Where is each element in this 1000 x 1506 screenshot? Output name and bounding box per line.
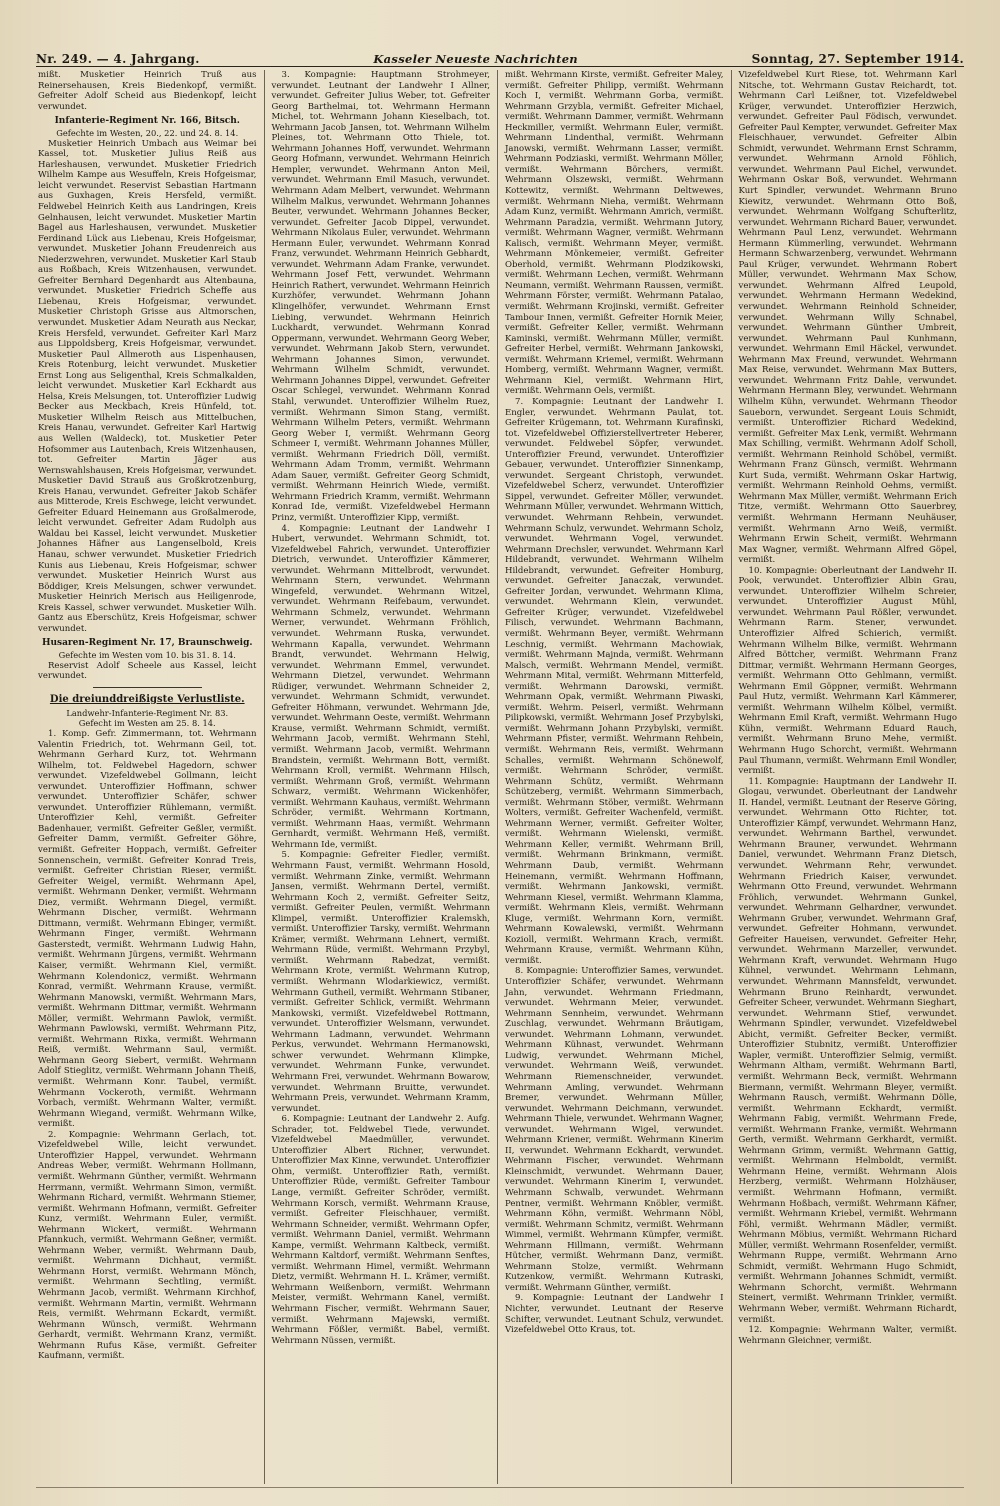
regiment-heading: Landwehr-Infanterie-Regiment Nr. 83. <box>66 707 229 718</box>
article-paragraph: 4. Kompagnie: Leutnant der Landwehr I Hubert, verwundet. Wehrmann Schmidt, tot. Vizefeldwebel Fahrich, verwundet. Unteroffizier Dietrich, verwundet. Unteroffizier Kämmerer, verwundet. Wehrmann Mittelbrodt, verwundet. Wehrmann Stern, verwundet. Wehrmann Wingefeld, verwundet. Wehrmann Witzel, verwundet. Wehrmann Reifebaum, verwundet. Wehrmann Schmelz, verwundet. Wehrmann Werner, verwundet. Wehrmann Fröhlich, verwundet. Wehrmann Ruska, verwundet. Wehrmann Kapalla, verwundet. Wehrmann Brandt, verwundet. Wehrmann Helwig, verwundet. Wehrmann Emmel, verwundet. Wehrmann Dietzel, verwundet. Wehrmann Rüdiger, verwundet. Wehrmann Schneider 2, verwundet. Wehrmann Schmidt, verwundet. Gefreiter Höhmann, verwundet. Wehrmann Jde, verwundet. Wehrmann Oeste, vermißt. Wehrmann Krause, vermißt. Wehrmann Schmidt, vermißt. Wehrmann Jacob, vermißt. Wehrmann Stehl, vermißt. Wehrmann Jacob, vermißt. Wehrmann Brandstein, vermißt. Wehrmann Bott, vermißt. Wehrmann Kroll, vermißt. Wehrmann Hilsch, vermißt. Wehrmann Groß, vermißt. Wehrmann Schwarz, vermißt. Wehrmann Wickenhöfer, vermißt. Wehrmann Kauhaus, vermißt. Wehrmann Schröder, vermißt. Wehrmann Kortmann, vermißt. Wehrmann Haas, vermißt. Wehrmann Gernhardt, vermißt. Wehrmann Heß, vermißt. Wehrmann Ide, vermißt. <box>271 523 490 850</box>
article-paragraph: 7. Kompagnie: Leutnant der Landwehr I. Engler, verwundet. Wehrmann Paulat, tot. Gefreiter Krügemann, tot. Wehrmann Kurafinski, tot. Vizefeldwebel Offizierstellvertreter Heberer, verwundet. Feldwebel Söpfer, verwundet. Unteroffizier Freund, verwundet. Unteroffizier Gebauer, verwundet. Unteroffizier Sinnenkamp, verwundet. Sergeant Christoph, verwundet. Vizefeldwebel Scherz, verwundet. Unteroffizier Sippel, verwundet. Gefreiter Möller, verwundet. Wehrmann Müller, verwundet. Wehrmann Wittich, verwundet. Wehrmann Rehbein, verwundet. Wehrmann Schulz, verwundet. Wehrmann Scholz, verwundet. Wehrmann Vogel, verwundet. Wehrmann Drechsler, verwundet. Wehrmann Karl Hildebrandt, verwundet. Wehrmann Wilhelm Hildebrandt, verwundet. Gefreiter Homburg, verwundet. Gefreiter Janaczak, verwundet. Gefreiter Jordan, verwundet. Wehrmann Klima, verwundet. Wehrmann Klein, verwundet. Gefreiter Krüger, verwundet. Vizefeldwebel Filisch, verwundet. Wehrmann Bachmann, vermißt. Wehrmann Beyer, vermißt. Wehrmann Leschnig, vermißt. Wehrmann Machowiak, vermißt. Wehrmann Majnda, vermißt. Wehrmann Malsch, vermißt. Wehrmann Mendel, vermißt. Wehrmann Mital, vermißt. Wehrmann Mitterfeld, vermißt. Wehrmann Darowski, vermißt. Wehrmann Opak, vermißt. Wehrmann Piwaski, vermißt. Wehrm. Peiserl, vermißt. Wehrmann Pilipkowski, vermißt. Wehrmann Josef Przybylski, vermißt. Wehrmann Johann Przybylski, vermißt. Wehrmann Pfister, vermißt. Wehrmann Rehbein, vermißt. Wehrmann Reis, vermißt. Wehrmann Schalles, vermißt. Wehrmann Schönewolf, vermißt. Wehrmann Schröder, vermißt. Wehrmann Schütz, vermißt. Wehrmann Schützeberg, vermißt. Wehrmann Simmerbach, vermißt. Wehrmann Stöber, vermißt. Wehrmann Wolters, vermißt. Gefreiter Wachenfeld, vermißt. Wehrmann Werner, vermißt. Gefreiter Wolter, vermißt. Wehrmann Wielenski, vermißt. Wehrmann Keller, vermißt. Wehrmann Brill, vermißt. Wehrmann Brinkmann, vermißt. Wehrmann Daub, vermißt. Wehrmann Heinemann, vermißt. Wehrmann Hoffmann, vermißt. Wehrmann Jankowski, vermißt. Wehrmann Kiesel, vermißt. Wehrmann Klamma, vermißt. Wehrmann Kleis, vermißt. Wehrmann Kluge, vermißt. Wehrmann Korn, vermißt. Wehrmann Kowalewski, vermißt. Wehrmann Kozioll, vermißt. Wehrmann Krach, vermißt. Wehrmann Krause, vermißt. Wehrmann Kühn, vermißt. <box>505 396 724 966</box>
list-title: Die dreiunddreißigste Verlustliste. <box>49 693 245 705</box>
newspaper-title: Kasseler Neueste Nachrichten <box>373 52 578 66</box>
masthead <box>36 44 964 67</box>
article-paragraph: 2. Kompagnie: Wehrmann Gerlach, tot. Vizefeldwebel Wille, leicht verwundet. Unteroffizier Happel, verwundet. Wehrmann Andreas Weber, vermißt. Wehrmann Hollmann, vermißt. Wehrmann Günther, vermißt. Wehrmann Herrmann, vermißt. Wehrmann Simon, vermißt. Wehrmann Richard, vermißt. Wehrmann Stiemer, vermißt. Wehrmann Hofmann, vermißt. Gefreiter Kunz, vermißt. Wehrmann Euler, vermißt. Wehrmann Wickert, vermißt. Wehrmann Pfannkuch, vermißt. Wehrmann Geßner, vermißt. Wehrmann Weber, vermißt. Wehrmann Daub, vermißt. Wehrmann Dichhaut, vermißt. Wehrmann Horst, vermißt. Wehrmann Mönch, vermißt. Wehrmann Sechtling, vermißt. Wehrmann Jacob, vermißt. Wehrmann Kirchhof, vermißt. Wehrmann Martin, vermißt. Wehrmann Reis, vermißt. Wehrmann Eckardt, vermißt. Wehrmann Wünsch, vermißt. Wehrmann Gerhardt, vermißt. Wehrmann Kranz, vermißt. Wehrmann Rufus Käse, vermißt. Gefreiter Kaufmann, vermißt. <box>38 1129 257 1362</box>
column-4 <box>732 70 965 1484</box>
section-subheading: Gefecht im Westen am 25. 8. 14. <box>78 718 216 729</box>
columns <box>36 70 964 1484</box>
article-paragraph: Vizefeldwebel Kurt Riese, tot. Wehrmann Karl Nitsche, tot. Wehrmann Gustav Reichardt, tot. Wehrmann Carl Leißner, tot. Vizefeldwebel Krüger, verwundet. Unteroffizier Herzwich, verwundet. Gefreiter Paul Födisch, verwundet. Gefreiter Paul Kempter, verwundet. Gefreiter Max Fleischhauer, verwundet. Gefreiter Albin Schmidt, verwundet. Wehrmann Ernst Schramm, verwundet. Wehrmann Arnold Föhlich, verwundet. Wehrmann Paul Eichel, verwundet. Wehrmann Oskar Boß, verwundet. Wehrmann Kurt Spindler, verwundet. Wehrmann Bruno Kiewitz, verwundet. Wehrmann Otto Boß, verwundet. Wehrmann Wolfgang Schufterlitz, verwundet. Wehrmann Richard Bauer, verwundet. Wehrmann Paul Lenz, verwundet. Wehrmann Hermann Kümmerling, verwundet. Wehrmann Hermann Schwarzenberg, verwundet. Wehrmann Paul Krüger, verwundet. Wehrmann Robert Müller, verwundet. Wehrmann Max Schow, verwundet. Wehrmann Alfred Leupold, verwundet. Wehrmann Hermann Wedekind, verwundet. Wehrmann Reinhold Schneider, verwundet. Wehrmann Willy Schnabel, verwundet. Wehrmann Günther Umbreit, verwundet. Wehrmann Paul Kunhmann, verwundet. Wehrmann Emil Häckel, verwundet. Wehrmann Max Freund, verwundet. Wehrmann Max Reise, verwundet. Wehrmann Max Butters, verwundet. Wehrmann Fritz Dahle, verwundet. Wehrmann Hermann Bley, verwundet. Wehrmann Wilhelm Kühn, verwundet. Wehrmann Theodor Saueborn, verwundet. Sergeant Louis Schmidt, vermißt. Unteroffizier Richard Wedekind, vermißt. Gefreiter Max Lenk, vermißt. Wehrmann Max Schilling, vermißt. Wehrmann Adolf Scholl, vermißt. Wehrmann Reinhold Schöbel, vermißt. Wehrmann Franz Günsch, vermißt. Wehrmann Kurt Suda, vermißt. Wehrmann Oskar Hartwig, vermißt. Wehrmann Reinhold Oehms, vermißt. Wehrmann Max Müller, vermißt. Wehrmann Erich Titze, vermißt. Wehrmann Otto Sauerbrey, vermißt. Wehrmann Hermann Neuhäuser, vermißt. Wehrmann Arno Weiß, vermißt. Wehrmann Erwin Scheit, vermißt. Wehrmann Max Wagner, vermißt. Wehrmann Alfred Göpel, vermißt. <box>738 70 957 566</box>
article-paragraph: 5. Kompagnie: Gefreiter Fiedler, vermißt. Wehrmann Faust, vermißt. Wehrmann Hosold, vermißt. Wehrmann Zinke, vermißt. Wehrmann Jansen, vermißt. Wehrmann Dertel, vermißt. Wehrmann Koch 2, vermißt. Gefreiter Seitz, vermißt. Gefreiter Peulen, vermißt. Wehrmann Klimpel, vermißt. Unteroffizier Kralemskh, vermißt. Unteroffizier Tarsky, vermißt. Wehrmann Krämer, vermißt. Wehrmann Lehnert, vermißt. Wehrmann Rüde, vermißt. Wehrmann Przybyl, vermißt. Wehrmann Rabedzat, vermißt. Wehrmann Krote, vermißt. Wehrmann Kutrop, vermißt. Wehrmann Wlodarkiewicz, vermißt. Wehrmann Gutheil, vermißt. Wehrmann Stibaner, vermißt. Gefreiter Schlick, vermißt. Wehrmann Mankowski, vermißt. Vizefeldwebel Rottmann, verwundet. Unteroffizier Welsmann, verwundet. Wehrmann Ladmann, verwundet. Wehrmann Perkus, verwundet. Wehrmann Hermanowski, schwer verwundet. Wehrmann Klimpke, verwundet. Wehrmann Funke, verwundet. Wehrmann Frei, verwundet. Wehrmann Bowarow, verwundet. Wehrmann Bruitte, verwundet. Wehrmann Preis, verwundet. Wehrmann Kramm, verwundet. <box>271 850 490 1114</box>
article-paragraph: 3. Kompagnie: Hauptmann Strohmeyer, verwundet. Leutnant der Landwehr I Allner, verwundet. Gefreiter Julius Weber, tot. Gefreiter Georg Barthelmai, tot. Wehrmann Hermann Michel, tot. Wehrmann Johann Kieselbach, tot. Wehrmann Jacob Jansen, tot. Wehrmann Wilhelm Pleines, tot. Wehrmann Otto Thiele, tot. Wehrmann Johannes Hoff, verwundet. Wehrmann Georg Hofmann, verwundet. Wehrmann Heinrich Hempler, verwundet. Wehrmann Anton Meil, verwundet. Wehrmann Emil Masuch, verwundet. Wehrmann Adam Melbert, verwundet. Wehrmann Wilhelm Malkus, verwundet. Wehrmann Johannes Beuter, verwundet. Wehrmann Johannes Becker, verwundet. Gefreiter Jacob Dippel, verwundet. Wehrmann Nikolaus Euler, verwundet. Wehrmann Hermann Euler, verwundet. Wehrmann Konrad Franz, verwundet. Wehrmann Heinrich Gebhardt, verwundet. Wehrmann Adam Franke, verwundet. Wehrmann Josef Fett, verwundet. Wehrmann Heinrich Rathert, verwundet. Wehrmann Heinrich Kurzhöfer, verwundet. Wehrmann Johann Klingelhöfer, verwundet. Wehrmann Ernst Liebing, verwundet. Wehrmann Heinrich Luckhardt, verwundet. Wehrmann Konrad Oppermann, verwundet. Wehrmann Georg Weber, verwundet. Wehrmann Jakob Stern, verwundet. Wehrmann Johannes Simon, verwundet. Wehrmann Wilhelm Schmidt, verwundet. Wehrmann Johannes Dippel, verwundet. Gefreiter Oscar Schlegel, verwundet. Wehrmann Konrad Stahl, verwundet. Unteroffizier Wilhelm Ruez, vermißt. Wehrmann Simon Stang, vermißt. Wehrmann Wilhelm Peters, vermißt. Wehrmann Georg Weber I, vermißt. Wehrmann Georg Schmeer I, vermißt. Wehrmann Johannes Müller, vermißt. Wehrmann Friedrich Döll, vermißt. Wehrmann Adam Tromm, vermißt. Wehrmann Adam Sauer, vermißt. Gefreiter Georg Schmidt, vermißt. Wehrmann Heinrich Wiede, vermißt. Wehrmann Friedrich Kramm, vermißt. Wehrmann Konrad Ide, vermißt. Vizefeldwebel Hermann Prinz, vermißt. Unteroffizier Kipp, vermißt. <box>271 70 490 523</box>
article-paragraph: mißt. Musketier Heinrich Truß aus Reinersehausen, Kreis Biedenkopf, vermißt. Gefreiter Adolf Scheid aus Biedenkopf, leicht verwundet. <box>38 70 257 112</box>
article-paragraph: 1. Komp. Gefr. Zimmermann, tot. Wehrmann Valentin Friedrich, tot. Wehrmann Geil, tot. Wehrmann Gerhard Kurz, tot. Wehrmann Wilhelm, tot. Feldwebel Hagedorn, schwer verwundet. Vizefeldwebel Gollmann, leicht verwundet. Unteroffizier Hoffmann, schwer verwundet. Unteroffizier Schäfer, schwer verwundet. Unteroffizier Rühlemann, vermißt. Unteroffizier Kehl, vermißt. Gefreiter Badenhauer, vermißt. Gefreiter Geßler, vermißt. Gefreiter Damm, vermißt. Gefreiter Göhre, vermißt. Gefreiter Hoppach, vermißt. Gefreiter Sonnenschein, vermißt. Gefreiter Konrad Treis, vermißt. Gefreiter Christian Rieser, vermißt. Gefreiter Weigel, vermißt. Wehrmann Apel, vermißt. Wehrmann Denker, vermißt. Wehrmann Diez, vermißt. Wehrmann Diegel, vermißt. Wehrmann Discher, vermißt. Wehrmann Dittmann, vermißt. Wehrmann Ebinger, vermißt. Wehrmann Finger, vermißt. Wehrmann Gasterstedt, vermißt. Wehrmann Ludwig Hahn, vermißt. Wehrmann Jürgens, vermißt. Wehrmann Kaiser, vermißt. Wehrmann Kiel, vermißt. Wehrmann Kolendonicz, vermißt. Wehrmann Konrad, vermißt. Wehrmann Krause, vermißt. Wehrmann Manowski, vermißt. Wehrmann Mars, vermißt. Wehrmann Dittmar, vermißt. Wehrmann Möller, vermißt. Wehrmann Pawlok, vermißt. Wehrmann Pawlowski, vermißt. Wehrmann Pitz, vermißt. Wehrmann Rixka, vermißt. Wehrmann Reiß, vermißt. Wehrmann Saul, vermißt. Wehrmann Georg Siebert, vermißt. Wehrmann Adolf Stieglitz, vermißt. Wehrmann Johann Theiß, vermißt. Wehrmann Konr. Taubel, vermißt. Wehrmann Vockeroth, vermißt. Wehrmann Vorbach, vermißt. Wehrmann Walter, vermißt. Wehrmann Wiegand, vermißt. Wehrmann Wilke, vermißt. <box>38 728 257 1130</box>
section-heading: Infanterie-Regiment Nr. 166, Bitsch. <box>54 116 240 127</box>
article-paragraph: Musketier Heinrich Umbach aus Weimar bei Kassel, tot. Musketier Julius Reiß aus Harleshausen, verwundet. Musketier Friedrich Wilhelm Kampe aus Wesuffeln, Kreis Hofgeismar, leicht verwundet. Reservist Sebastian Hartmann aus Guxhagen, Kreis Hersfeld, vermißt. Feldwebel Heinrich Keith aus Landringen, Kreis Gelnhausen, leicht verwundet. Musketier Martin Bagel aus Harleshausen, verwundet. Musketier Ferdinand Lück aus Liebenau, Kreis Hofgeismar, verwundet. Musketier Johann Freudenreich aus Niederzwehren, verwundet. Musketier Karl Staub aus Roßbach, Kreis Witzenhausen, verwundet. Gefreiter Bernhard Degenhardt aus Altenbauna, verwundet. Musketier Friedrich Scheffe aus Liebenau, Kreis Hofgeismar, verwundet. Musketier Christoph Grisse aus Altmorschen, verwundet. Musketier Adam Neurath aus Neckar, Kreis Hersfeld, verwundet. Gefreiter Karl Marz aus Lippoldsberg, Kreis Hofgeismar, verwundet. Musketier Paul Allmeroth aus Lispenhausen, Kreis Rotenburg, leicht verwundet. Musketier Ernst Long aus Seligenthal, Kreis Schmalkalden, leicht verwundet. Musketier Karl Eckhardt aus Helsa, Kreis Melsungen, tot. Unteroffizier Ludwig Becker aus Meckbach, Kreis Hünfeld, tot. Musketier Wilhelm Reisch aus Mittelbuchen, Kreis Hanau, verwundet. Gefreiter Karl Hartwig aus Wellen (Waldeck), tot. Musketier Peter Hofsommer aus Lautenbach, Kreis Witzenhausen, tot. Gefreiter Martin Jäger aus Wernswahlshausen, Kreis Hofgeismar, verwundet. Musketier David Strauß aus Großkrotzenburg, Kreis Hanau, verwundet. Gefreiter Jakob Schäfer aus Mitterode, Kreis Eschwege, leicht verwundet. Gefreiter Eduard Heinemann aus Großalmerode, leicht verwundet. Gefreiter Adam Rudolph aus Waldau bei Kassel, leicht verwundet. Musketier Johannes Häfner aus Langenselbold, Kreis Hanau, schwer verwundet. Musketier Friedrich Kunis aus Liebenau, Kreis Hofgeismar, schwer verwundet. Musketier Heinrich Wurst aus Böddiger, Kreis Melsungen, schwer verwundet. Musketier Heinrich Merisch aus Heiligenrode, Kreis Kassel, schwer verwundet. Musketier Wilh. Gantz aus Eberschütz, Kreis Hofgeismar, schwer verwundet. <box>38 138 257 634</box>
divider <box>93 687 202 688</box>
article-paragraph: mißt. Wehrmann Kirste, vermißt. Gefreiter Maley, vermißt. Gefreiter Philipp, vermißt. Wehrmann Koch I, vermißt. Wehrmann Gorba, vermißt. Wehrmann Grzybla, vermißt. Gefreiter Michael, vermißt. Wehrmann Dammer, vermißt. Wehrmann Heckmiller, vermißt. Wehrmann Euler, vermißt. Wehrmann Lindenthal, vermißt. Wehrmann Janowski, vermißt. Wehrmann Lasser, vermißt. Wehrmann Podziaski, vermißt. Wehrmann Möller, vermißt. Wehrmann Börchers, vermißt. Wehrmann Olszewski, vermißt. Wehrmann Kottewitz, vermißt. Wehrmann Deltwewes, vermißt. Wehrmann Nieha, vermißt. Wehrmann Adam Kunz, vermißt. Wehrmann Amrich, vermißt. Wehrmann Paradzia, vermißt. Wehrmann Jutory, vermißt. Wehrmann Wagner, vermißt. Wehrmann Kalisch, vermißt. Wehrmann Meyer, vermißt. Wehrmann Mönkemeier, vermißt. Gefreiter Oberhold, vermißt. Wehrmann Plodzikowski, vermißt. Wehrmann Lechen, vermißt. Wehrmann Neumann, vermißt. Wehrmann Raussen, vermißt. Wehrmann Förster, vermißt. Wehrmann Patalao, vermißt. Wehrmann Krojinski, vermißt. Gefreiter Tambour Innen, vermißt. Gefreiter Hornik Meier, vermißt. Gefreiter Keller, vermißt. Wehrmann Kaminski, vermißt. Wehrmann Müller, vermißt. Gefreiter Herbel, vermißt. Wehrmann Jankowski, vermißt. Wehrmann Kriemel, vermißt. Wehrmann Homberg, vermißt. Wehrmann Wagner, vermißt. Wehrmann Kiel, vermißt. Wehrmann Hirt, vermißt. Wehrmann Oels, vermißt. <box>505 70 724 397</box>
article-paragraph: 11. Kompagnie: Hauptmann der Landwehr II. Glogau, verwundet. Oberleutnant der Landwehr II. Handel, vermißt. Leutnant der Reserve Göring, verwundet. Wehrmann Otto Richter, tot. Unteroffizier Kämpf, verwundet. Wehrmann Hanz, verwundet. Wehrmann Barthel, verwundet. Wehrmann Brauner, verwundet. Wehrmann Daniel, verwundet. Wehrmann Franz Dietsch, verwundet. Wehrmann Rehr, verwundet. Wehrmann Friedrich Kaiser, verwundet. Wehrmann Otto Freund, verwundet. Wehrmann Fröhlich, verwundet. Wehrmann Gunkel, verwundet. Wehrmann Gelhardner, verwundet. Wehrmann Gruber, verwundet. Wehrmann Graf, verwundet. Gefreiter Hohmann, verwundet. Gefreiter Haueisen, verwundet. Gefreiter Hehr, verwundet. Wehrmann Marzeller, verwundet. Wehrmann Kraft, verwundet. Wehrmann Hugo Kühnel, verwundet. Wehrmann Lehmann, verwundet. Wehrmann Mannsfeldt, verwundet. Wehrmann Bruno Reinhardt, verwundet. Gefreiter Scheer, verwundet. Wehrmann Sieghart, verwundet. Wehrmann Stief, verwundet. Wehrmann Spindler, verwundet. Vizefeldwebel Abicht, vermißt. Gefreiter Becker, vermißt. Unteroffizier Stubnitz, vermißt. Unteroffizier Wapler, vermißt. Unteroffizier Selmig, vermißt. Wehrmann Altham, vermißt. Wehrmann Bartl, vermißt. Wehrmann Beck, vermißt. Wehrmann Biermann, vermißt. Wehrmann Bleyer, vermißt. Wehrmann Rausch, vermißt. Wehrmann Dölle, vermißt. Wehrmann Eckhardt, vermißt. Wehrmann Fabig, vermißt. Wehrmann Frede, vermißt. Wehrmann Franke, vermißt. Wehrmann Gerth, vermißt. Wehrmann Gerkhardt, vermißt. Wehrmann Grimm, vermißt. Wehrmann Gattig, vermißt. Wehrmann Helmboldt, vermißt. Wehrmann Heine, vermißt. Wehrmann Alois Herzberg, vermißt. Wehrmann Holzhäuser, vermißt. Wehrmann Hofmann, vermißt. Wehrmann Hoßbach, vermißt. Wehrmann Käfner, vermißt. Wehrmann Kriebel, vermißt. Wehrmann Föhl, vermißt. Wehrmann Mädler, vermißt. Wehrmann Möbius, vermißt. Wehrmann Richard Müller, vermißt. Wehrmann Rosenfelder, vermißt. Wehrmann Ruppe, vermißt. Wehrmann Arno Schmidt, vermißt. Wehrmann Hugo Schmidt, vermißt. Wehrmann Johannes Schmidt, vermißt. Wehrmann Schorcht, vermißt. Wehrmann Steinert, vermißt. Wehrmann Trinkler, vermißt. Wehrmann Weber, vermißt. Wehrmann Richardt, vermißt. <box>738 776 957 1325</box>
article-paragraph: 8. Kompagnie: Unteroffizier Sames, verwundet. Unteroffizier Schäfer, verwundet. Wehrmann Jahn, verwundet. Wehrmann Friedmann, verwundet. Wehrmann Meier, verwundet. Wehrmann Sennheim, verwundet. Wehrmann Zuschlag, verwundet. Wehrmann Bräutigam, verwundet. Wehrmann Lohmann, verwundet. Wehrmann Kühnast, verwundet. Wehrmann Ludwig, verwundet. Wehrmann Michel, verwundet. Wehrmann Weiß, verwundet. Wehrmann Riemenschneider, verwundet. Wehrmann Amling, verwundet. Wehrmann Bremer, verwundet. Wehrmann Müller, verwundet. Wehrmann Deichmann, verwundet. Wehrmann Thiele, verwundet. Wehrmann Wagner, verwundet. Wehrmann Wigel, verwundet. Wehrmann Kriener, vermißt. Wehrmann Kinerim II, verwundet. Wehrmann Eckhardt, verwundet. Wehrmann Fischer, verwundet. Wehrmann Kleinschmidt, verwundet. Wehrmann Dauer, verwundet. Wehrmann Kinerim I, verwundet. Wehrmann Schwalb, verwundet. Wehrmann Pentner, vermißt. Wehrmann Knöbler, vermißt. Wehrmann Köhn, vermißt. Wehrmann Nöbl, vermißt. Wehrmann Schmitz, vermißt. Wehrmann Wimmel, vermißt. Wehrmann Kümpfer, vermißt. Wehrmann Hillmann, vermißt. Wehrmann Hütcher, vermißt. Wehrmann Danz, vermißt. Wehrmann Stolze, vermißt. Wehrmann Kutzenkow, vermißt. Wehrmann Kutraski, vermißt. Wehrmann Günther, vermißt. <box>505 966 724 1293</box>
column-3 <box>498 70 732 1484</box>
section-subheading: Gefechte im Westen, 20., 22. und 24. 8. 14. <box>56 128 239 139</box>
article-paragraph: Reservist Adolf Scheele aus Kassel, leicht verwundet. <box>38 660 257 682</box>
article-paragraph: 9. Kompagnie: Leutnant der Landwehr I Nichter, verwundet. Leutnant der Reserve Schifter, verwundet. Leutnant Schulz, verwundet. Vizefeldwebel Otto Kraus, tot. <box>505 1293 724 1336</box>
column-2 <box>265 70 499 1484</box>
section-subheading: Gefechte im Westen vom 10. bis 31. 8. 14. <box>58 650 236 661</box>
issue-date: Sonntag, 27. September 1914. <box>751 52 964 66</box>
article-paragraph: 10. Kompagnie: Oberleutnant der Landwehr II. Pook, verwundet. Unteroffizier Albin Grau, verwundet. Unteroffizier Wilhelm Schreier, verwundet. Unteroffizier August Mühl, verwundet. Wehrmann Paul Rößler, verwundet. Wehrmann Rarm. Stener, verwundet. Unteroffizier Alfred Schierich, vermißt. Wehrmann Wilhelm Bilke, vermißt. Wehrmann Alfred Böttcher, vermißt. Wehrmann Franz Dittmar, vermißt. Wehrmann Hermann Georges, vermißt. Wehrmann Otto Gehlmann, vermißt. Wehrmann Emil Göppner, vermißt. Wehrmann Paul Hutz, vermißt. Wehrmann Karl Kämmerer, vermißt. Wehrmann Wilhelm Kölbel, vermißt. Wehrmann Emil Kraft, vermißt. Wehrmann Hugo Kühn, vermißt. Wehrmann Eduard Rauch, vermißt. Wehrmann Bruno Mehe, vermißt. Wehrmann Hugo Schorcht, vermißt. Wehrmann Paul Thumann, vermißt. Wehrmann Emil Wondler, vermißt. <box>738 565 957 777</box>
article-paragraph: 12. Kompagnie: Wehrmann Walter, vermißt. Wehrmann Gleichner, vermißt. <box>738 1325 957 1346</box>
column-1 <box>36 70 265 1484</box>
page-footer-rule <box>36 1487 964 1498</box>
article-paragraph: 6. Kompagnie: Leutnant der Landwehr 2. Aufg. Schrader, tot. Feldwebel Tiede, verwundet. Vizefeldwebel Maedmüller, verwundet. Unteroffizier Albert Richner, verwundet. Unteroffizier Max Kinne, verwundet. Unteroffizier Ohm, vermißt. Unteroffizier Rath, vermißt. Unteroffizier Rüde, vermißt. Gefreiter Tambour Lange, vermißt. Gefreiter Schröder, vermißt. Wehrmann Korsch, vermißt. Wehrmann Krause, vermißt. Gefreiter Fleischhauer, vermißt. Wehrmann Schneider, vermißt. Wehrmann Opfer, vermißt. Wehrmann Daniel, vermißt. Wehrmann Kampe, vermißt. Wehrmann Kaltbeck, vermißt. Wehrmann Kaltdorf, vermißt. Wehrmann Senftes, vermißt. Wehrmann Himel, vermißt. Wehrmann Dietz, vermißt. Wehrmann H. L. Krämer, vermißt. Wehrmann Weißenborn, vermißt. Wehrmann Meister, vermißt. Wehrmann Kanel, vermißt. Wehrmann Fischer, vermißt. Wehrmann Sauer, vermißt. Wehrmann Majewski, vermißt. Wehrmann Fößler, vermißt. Babel, vermißt. Wehrmann Nüssen, vermißt. <box>271 1114 490 1346</box>
issue-number: Nr. 249. — 4. Jahrgang. <box>36 52 200 66</box>
section-heading: Husaren-Regiment Nr. 17, Braunschweig. <box>41 638 253 649</box>
